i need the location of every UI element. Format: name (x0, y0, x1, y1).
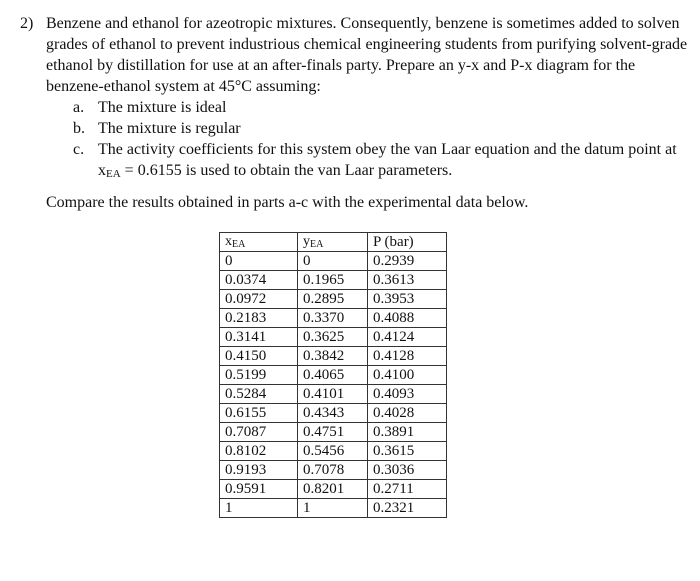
table-row (220, 480, 447, 499)
cell-pressure: 0.3036 (368, 461, 447, 480)
cell-x-ea: 0.9193 (220, 461, 298, 480)
cell-pressure: 0.4093 (368, 385, 447, 404)
compare-instruction: Compare the results obtained in parts a-c with the experimental data below. (46, 194, 529, 211)
header-y: $y_{EA}$ (298, 233, 368, 252)
part-a-text: The mixture is ideal (98, 99, 227, 116)
cell-y-ea: 0 (298, 252, 368, 271)
table-row (220, 423, 447, 442)
cell-pressure: 0.4088 (368, 309, 447, 328)
parts-list (20, 97, 690, 181)
table-row (220, 499, 447, 518)
cell-pressure: 0.3613 (368, 271, 447, 290)
table-row (220, 366, 447, 385)
cell-pressure: 0.3615 (368, 442, 447, 461)
cell-y-ea: 0.3842 (298, 347, 368, 366)
cell-pressure: 0.4028 (368, 404, 447, 423)
cell-y-ea: 0.4065 (298, 366, 368, 385)
table-row (220, 404, 447, 423)
cell-y-ea: 0.4343 (298, 404, 368, 423)
table-row (220, 271, 447, 290)
cell-pressure: 0.2711 (368, 480, 447, 499)
table-row (220, 385, 447, 404)
cell-y-ea: 0.8201 (298, 480, 368, 499)
part-a-letter: a. (73, 99, 85, 116)
cell-x-ea: 0.2183 (220, 309, 298, 328)
part-c-text-after: = 0.6155 is used to obtain the van Laar parameters. (120, 162, 453, 179)
table-row (220, 290, 447, 309)
cell-y-ea: 0.1965 (298, 271, 368, 290)
cell-pressure: 0.4128 (368, 347, 447, 366)
part-b-letter: b. (73, 120, 85, 137)
cell-x-ea: 0.7087 (220, 423, 298, 442)
table-row (220, 309, 447, 328)
cell-pressure: 0.3953 (368, 290, 447, 309)
cell-x-ea: 0 (220, 252, 298, 271)
cell-x-ea: 0.4150 (220, 347, 298, 366)
cell-x-ea: 0.0374 (220, 271, 298, 290)
cell-y-ea: 0.4751 (298, 423, 368, 442)
cell-y-ea: 0.4101 (298, 385, 368, 404)
part-c-letter: c. (73, 141, 85, 158)
table-row (220, 328, 447, 347)
cell-y-ea: 0.3625 (298, 328, 368, 347)
cell-y-ea: 0.2895 (298, 290, 368, 309)
cell-x-ea: 1 (220, 499, 298, 518)
cell-x-ea: 0.0972 (220, 290, 298, 309)
table-row (220, 347, 447, 366)
cell-x-ea: 0.8102 (220, 442, 298, 461)
cell-y-ea: 1 (298, 499, 368, 518)
table-row (220, 461, 447, 480)
cell-x-ea: 0.5199 (220, 366, 298, 385)
table-header-row (220, 233, 447, 252)
cell-pressure: 0.3891 (368, 423, 447, 442)
problem-statement (20, 13, 690, 213)
problem-number: 2) (20, 15, 34, 32)
part-a (73, 97, 690, 118)
cell-pressure: 0.4100 (368, 366, 447, 385)
cell-x-ea: 0.9591 (220, 480, 298, 499)
cell-y-ea: 0.3370 (298, 309, 368, 328)
cell-y-ea: 0.5456 (298, 442, 368, 461)
part-c-subscript: EA (106, 168, 121, 180)
part-c (73, 139, 690, 181)
header-x: $x_{EA}$ (220, 233, 298, 252)
cell-pressure: 0.2321 (368, 499, 447, 518)
experimental-data-table (219, 232, 447, 518)
problem-intro: Benzene and ethanol for azeotropic mixtures. Consequently, benzene is sometimes added to solven grades of ethanol to prevent industrious chemical engineering students from purifying solvent-grade ethanol by distillation for use at an after-finals party. Prepare an y-x and P-x diagram for the benzene-ethanol system at 45°C assuming: (46, 15, 688, 95)
header-pressure: P (bar) (368, 233, 447, 252)
cell-pressure: 0.4124 (368, 328, 447, 347)
part-b-text: The mixture is regular (98, 120, 241, 137)
cell-pressure: 0.2939 (368, 252, 447, 271)
cell-x-ea: 0.5284 (220, 385, 298, 404)
cell-x-ea: 0.3141 (220, 328, 298, 347)
part-b (73, 118, 690, 139)
cell-y-ea: 0.7078 (298, 461, 368, 480)
cell-x-ea: 0.6155 (220, 404, 298, 423)
part-c-text-before: The activity coefficients for this system obey the van Laar equation and the datum point at x (98, 141, 677, 179)
table-row (220, 252, 447, 271)
table-row (220, 442, 447, 461)
